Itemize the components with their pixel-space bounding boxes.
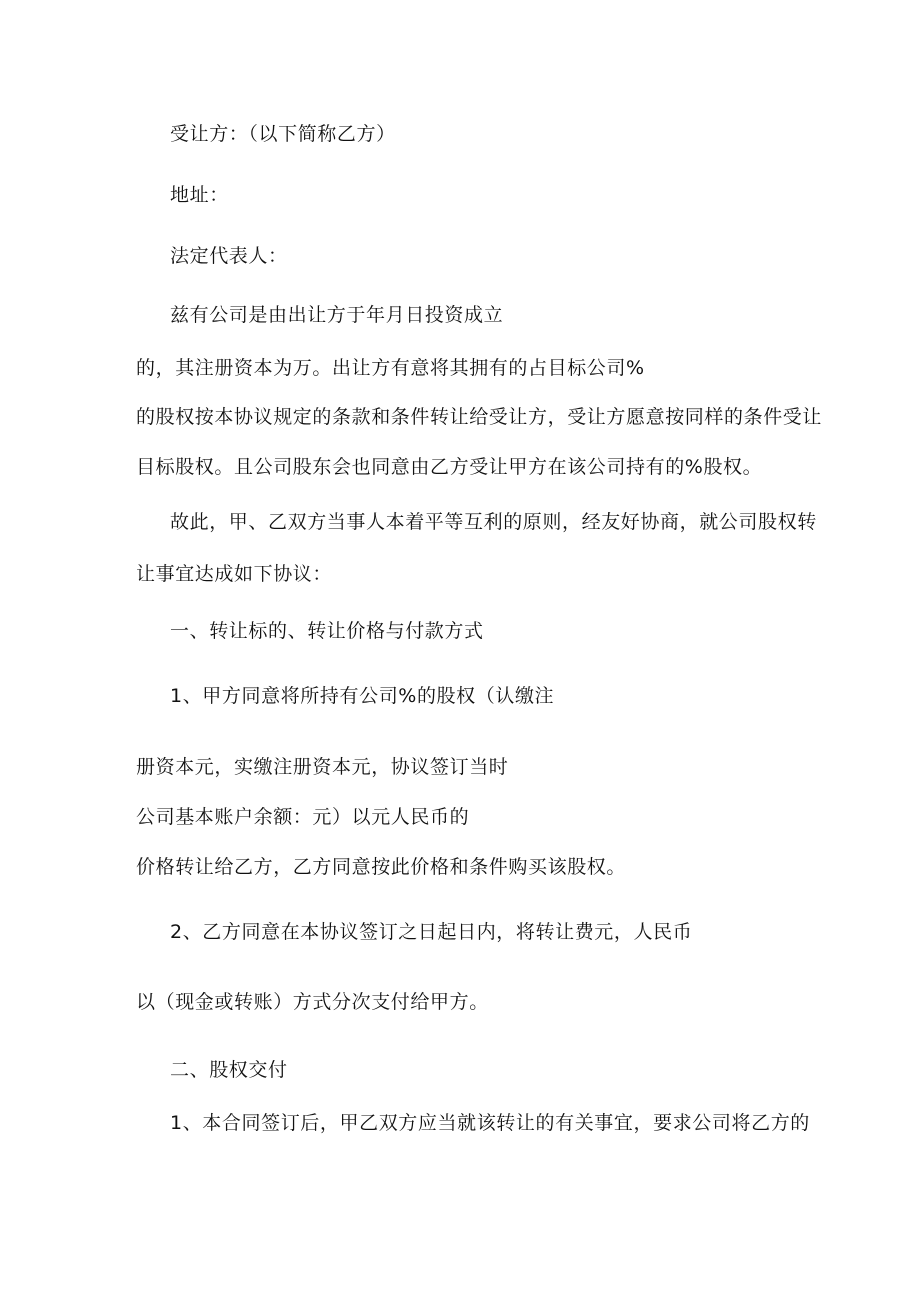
- clause-2-line: 以（现金或转账）方式分次支付给甲方。: [136, 991, 489, 1013]
- clause-2-line: 2、乙方同意在本协议签订之日起日内，将转让费元，人民币: [170, 921, 693, 943]
- section-2-clause-1-line: 1、本合同签订后，甲乙双方应当就该转让的有关事宜，要求公司将乙方的: [170, 1112, 810, 1134]
- clause-1-line: 册资本元，实缴注册资本元，协议签订当时: [136, 756, 509, 778]
- legal-representative-line: 法定代表人：: [170, 245, 288, 267]
- clause-1-line: 1、甲方同意将所持有公司%的股权（认缴注: [170, 685, 555, 707]
- paragraph-line: 兹有公司是由出让方于年月日投资成立: [170, 304, 504, 326]
- address-line: 地址：: [170, 184, 229, 206]
- clause-1-line: 价格转让给乙方，乙方同意按此价格和条件购买该股权。: [136, 856, 627, 878]
- paragraph-line: 目标股权。且公司股东会也同意由乙方受让甲方在该公司持有的%股权。: [136, 456, 763, 478]
- clause-1-line: 公司基本账户余额：元）以元人民币的: [136, 806, 470, 828]
- paragraph-line: 故此，甲、乙双方当事人本着平等互利的原则，经友好协商，就公司股权转: [170, 511, 817, 533]
- paragraph-line: 的股权按本协议规定的条款和条件转让给受让方，受让方愿意按同样的条件受让: [136, 406, 823, 428]
- paragraph-line: 的，其注册资本为万。出让方有意将其拥有的占目标公司%: [136, 357, 645, 379]
- section-heading-1: 一、转让标的、转让价格与付款方式: [170, 620, 484, 642]
- paragraph-line: 让事宜达成如下协议：: [136, 563, 333, 585]
- transferee-line: 受让方：（以下简称乙方）: [170, 123, 396, 145]
- section-heading-2: 二、股权交付: [170, 1059, 288, 1081]
